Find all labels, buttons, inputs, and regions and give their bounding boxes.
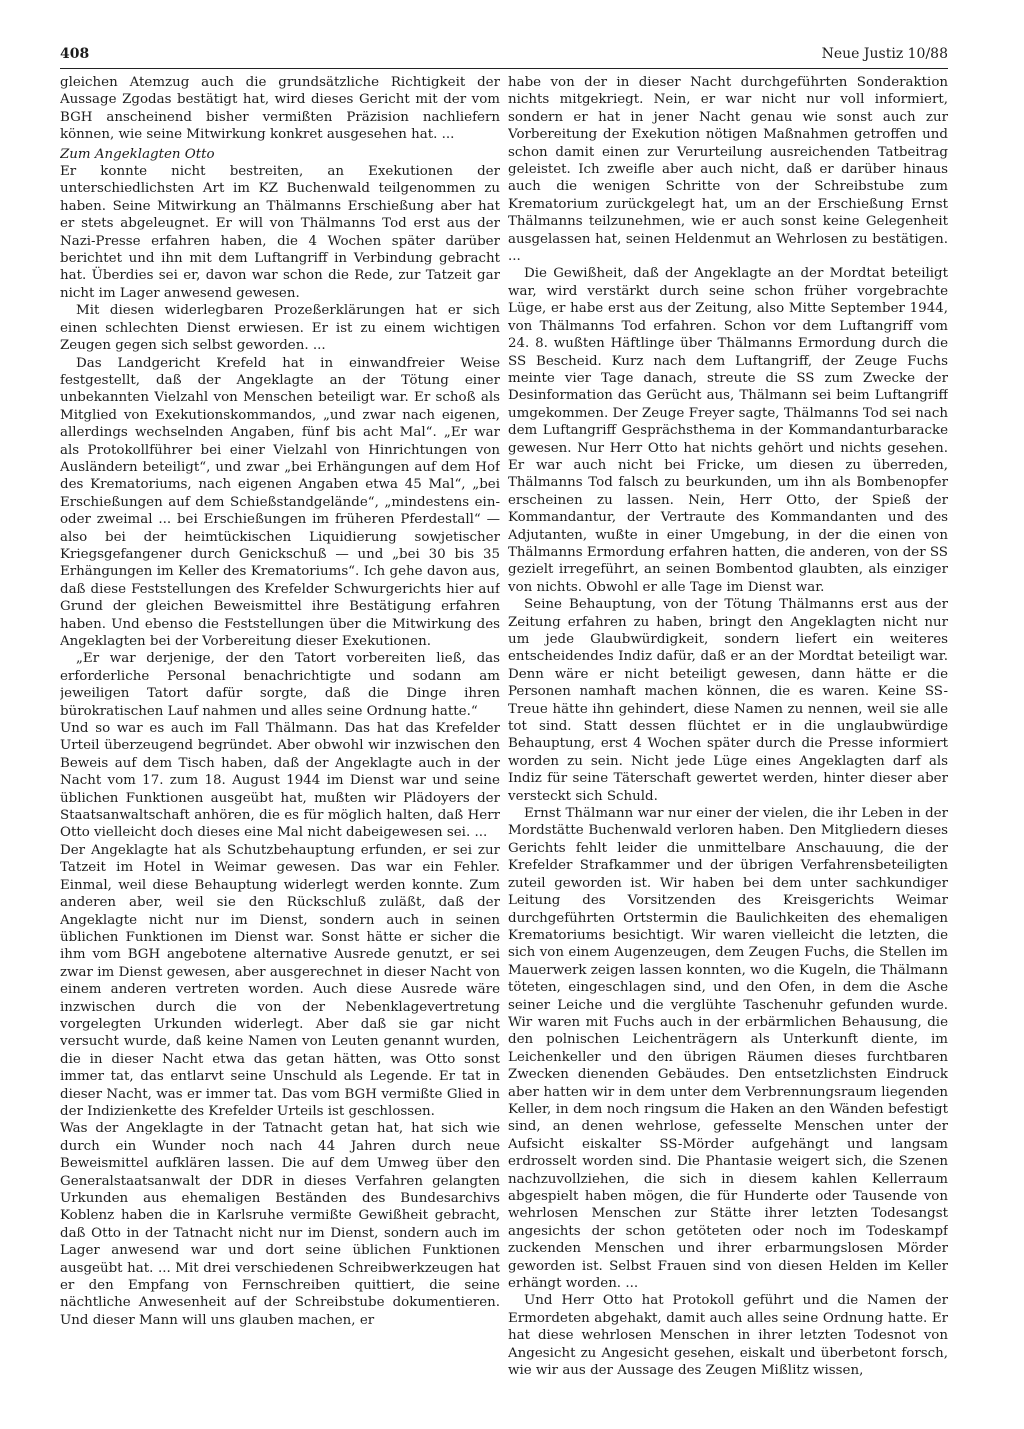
right-column [508, 74, 948, 1409]
page-header [60, 44, 948, 69]
paragraph: gleichen Atemzug auch die grundsätzliche Richtigkeit der Aussage Zgodas bestätigt hat, wird dieses Gericht mit der vom BGH anscheinend bisher vermißten Präzision nachliefern können, wie seine Mitwirkung konkret ausgesehen hat. ... [60, 75, 500, 143]
paragraph: Seine Behauptung, von der Tötung Thälmanns erst aus der Zeitung erfahren zu haben, bringt den Angeklagten nicht nur um jede Glaubwürdigkeit, sondern liefert ein weiteres entscheidendes Indiz dafür, daß er an der Mordtat beteiligt war. Denn wäre er nicht beteiligt gewesen, dann hätte er die Personen namhaft machen können, die es waren. Keine SS-Treue hätte ihn gehindert, diese Namen zu nennen, weil sie alle tot sind. Statt dessen flüchtet er in die unglaubwürdige Behauptung, erst 4 Wochen später durch die Presse informiert worden zu sein. Nicht jede Lüge eines Angeklagten darf als Indiz für seine Täterschaft gewertet werden, hinter dieser aber versteckt sich Schuld. [508, 597, 948, 804]
page-number: 408 [60, 46, 90, 62]
paragraph: Und Herr Otto hat Protokoll geführt und die Namen der Ermordeten abgehakt, damit auch alles seine Ordnung hatte. Er hat diese wehrlosen Menschen in ihrer letzten Todesnot von Angesicht zu Angesicht gesehen, eiskalt und überbetont forsch, wie wir aus der Aussage des Zeugen Mißlitz wissen, [508, 1293, 948, 1379]
journal-title: Neue Justiz 10/88 [821, 46, 948, 62]
paragraph: Was der Angeklagte in der Tatnacht getan hat, hat sich wie durch ein Wunder noch nach 44 Jahren durch neue Beweismittel aufklären lassen. Die auf dem Umweg über den Generalstaatsanwalt der DDR in dieses Verfahren gelangten Urkunden aus ehemaligen Beständen des Bundesarchivs Koblenz haben die in Karlsruhe vermißte Gewißheit gebracht, daß Otto in der Tatnacht nicht nur im Dienst, sondern auch im Lager anwesend war und dort seine üblichen Funktionen ausgeübt hat. ... Mit drei verschiedenen Schreibwerkzeugen hat er den Empfang von Fernschreiben quittiert, die seine nächtliche Anwesenheit auf der Schreibstube dokumentieren. Und dieser Mann will uns glauben machen, er [60, 1121, 500, 1328]
paragraph: Die Gewißheit, daß der Angeklagte an der Mordtat beteiligt war, wird verstärkt durch seine schon früher vorgebrachte Lüge, er habe erst aus der Zeitung, also Mitte September 1944, von Thälmanns Tod erfahren. Schon vor dem Luftangriff vom 24. 8. wußten Häftlinge über Thälmanns Ermordung durch die SS Bescheid. Kurz nach dem Luftangriff, der Zeuge Fuchs meinte vier Tage danach, streute die SS zum Zwecke der Desinformation das Gerücht aus, Thälmann sei beim Luftangriff umgekommen. Der Zeuge Freyer sagte, Thälmanns Tod sei nach dem Luftangriff Gesprächsthema in der Kommandanturbaracke gewesen. Nur Herr Otto hat nichts gehört und nichts gesehen. Er war auch nicht bei Fricke, um diesen zu überreden, Thälmanns Tod falsch zu beurkunden, um ihn als Bombenopfer erscheinen zu lassen. Nein, Herr Otto, der Spieß der Kommandantur, der Vertraute des Kommandanten und des Adjutanten, wußte in einer Umgebung, in der die einen von Thälmanns Ermordung erfahren hatten, die anderen, von der SS gezielt irregeführt, an seinen Bombentod glaubten, als einziger von nichts. Obwohl er alle Tage im Dienst war. [508, 266, 948, 595]
paragraph: Und so war es auch im Fall Thälmann. Das hat das Krefelder Urteil überzeugend begründet. Aber obwohl wir inzwischen den Beweis auf dem Tisch haben, daß der Angeklagte auch in der Nacht vom 17. zum 18. August 1944 im Dienst war und seine üblichen Funktionen ausgeübt hat, mußten wir Plädoyers der Staatsanwaltschaft anhören, die es für möglich halten, daß Herr Otto vielleicht doch dieses eine Mal nicht dabeigewesen sei. ... [60, 721, 500, 841]
paragraph: Ernst Thälmann war nur einer der vielen, die ihr Leben in der Mordstätte Buchenwald verloren haben. Den Mitgliedern dieses Gerichts fehlt leider die unmittelbare Anschauung, die der Krefelder Strafkammer und der übrigen Verfahrensbeteiligten zuteil geworden ist. Wir haben bei dem unter sachkundiger Leitung des Vorsitzenden des Kreisgerichts Weimar durchgeführten Ortstermin die Baulichkeiten des ehemaligen Krematoriums besichtigt. Wir waren vielleicht die letzten, die sich von einem Augenzeugen, dem Zeugen Fuchs, die Stellen im Mauerwerk zeigen lassen konnten, wo die Kugeln, die Thälmann töteten, eingeschlagen sind, und den Ofen, in dem die Asche seiner Leiche und die verglühte Taschenuhr gefunden wurde. Wir waren mit Fuchs auch in der erbärmlichen Behausung, die den polnischen Leichenträgern als Unterkunft diente, im Leichenkeller und den übrigen Räumen dieses furchtbaren Zwecken dienenden Gebäudes. Den entsetzlichsten Eindruck aber hatten wir in dem unter dem Verbrennungsraum liegenden Keller, in dem noch ringsum die Haken an den Wänden befestigt sind, an denen wehrlose, gefesselte Menschen unter der Aufsicht eiskalter SS-Mörder aufgehängt und langsam erdrosselt worden sind. Die Phantasie weigert sich, die Szenen nachzuvollziehen, die sich in diesem kahlen Kellerraum abgespielt haben mögen, die für Hunderte oder Tausende von wehrlosen Menschen zur Stätte ihrer letzten Todesangst angesichts der schon getöteten oder noch im Todeskampf zuckenden Menschen und ihrer erbarmungslosen Mörder geworden ist. Selbst Frauen sind von diesen Helden im Keller erhängt worden. ... [508, 806, 948, 1292]
paragraph: Das Landgericht Krefeld hat in einwandfreier Weise festgestellt, daß der Angeklagte an der Tötung einer unbekannten Vielzahl von Menschen beteiligt war. Er schoß als Mitglied von Exekutionskommandos, „und zwar nach eigenen, allerdings wechselnden Angaben, fünf bis acht Mal“. „Er war als Protokollführer bei einer Vielzahl von Hinrichtungen von Ausländern beteiligt“, und zwar „bei Erhängungen auf dem Hof des Krematoriums, nach eigenen Angaben etwa 45 Mal“, „bei Erschießungen auf dem Schießstandgelände“, „mindestens ein- oder zweimal ... bei Erschießungen im früheren Pferdestall“ — also bei der heimtückischen Liquidierung sowjetischer Kriegsgefangener durch Genickschuß — und „bei 30 bis 35 Erhängungen im Keller des Krematoriums“. Ich gehe davon aus, daß diese Feststellungen des Krefelder Schwurgerichts hier auf Grund der gleichen Beweismittel ihre Bestätigung erfahren haben. Und ebenso die Feststellungen über die Mitwirkung des Angeklagten bei der Vorbereitung dieser Exekutionen. [60, 355, 500, 649]
paragraph: Mit diesen widerlegbaren Prozeßerklärungen hat er sich einen schlechten Dienst erwiesen. Er ist zu einem wichtigen Zeugen gegen sich selbst geworden. ... [60, 303, 500, 354]
paragraph: „Er war derjenige, der den Tatort vorbereiten ließ, das erforderliche Personal benachrichtigte und sodann am jeweiligen Tatort dafür sorgte, daß die Dinge ihren bürokratischen Lauf nahmen und alles seine Ordnung hatte.“ [60, 651, 500, 719]
left-column [60, 74, 500, 1409]
paragraph: Der Angeklagte hat als Schutzbehauptung erfunden, er sei zur Tatzeit im Hotel in Weimar gewesen. Das war ein Fehler. Einmal, weil diese Behauptung widerlegt werden konnte. Zum anderen aber, weil sie den Rückschluß zuläßt, daß der Angeklagte nicht nur im Dienst, sondern auch in seinen üblichen Funktionen im Dienst war. Sonst hätte er sicher die ihm vom BGH angebotene alternative Ausrede genutzt, er sei zwar im Dienst gewesen, aber ausgerechnet in dieser Nacht von einem anderen vertreten worden. Auch diese Ausrede wäre inzwischen durch die von der Nebenklagevertretung vorgelegten Urkunden widerlegt. Aber daß sie gar nicht versucht wurde, daß keine Namen von Leuten genannt wurden, die in dieser Nacht etwa das getan hätten, was Otto sonst immer tat, das entlarvt seine Unschuld als Legende. Er tat in dieser Nacht, was er immer tat. Das vom BGH vermißte Glied in der Indizienkette des Krefelder Urteils ist geschlossen. [60, 842, 500, 1119]
paragraph: habe von der in dieser Nacht durchgeführten Sonderaktion nichts mitgekriegt. Nein, er war nicht nur voll informiert, sondern er hat in jener Nacht genau wie sonst auch zur Vorbereitung der Exekution nötigen Maßnahmen getroffen und schon damit einen zur Verurteilung ausreichenden Tatbeitrag geleistet. Ich zweifle aber auch nicht, daß er darüber hinaus auch die wenigen Schritte von der Schreibstube zum Krematorium zurückgelegt hat, um an der Erschießung Ernst Thälmanns teilzunehmen, wie er auch sonst keine Gelegenheit ausgelassen hat, seinen Heldenmut an Wehrlosen zu bestätigen. ... [508, 75, 948, 265]
paragraph: Er konnte nicht bestreiten, an Exekutionen der unterschiedlichsten Art im KZ Buchenwald teilgenommen zu haben. Seine Mitwirkung an Thälmanns Erschießung aber hat er stets abgeleugnet. Er will von Thälmanns Tod erst aus der Nazi-Presse erfahren haben, die 4 Wochen später darüber berichtet und ihn mit dem Luftangriff in Verbindung gebracht hat. Überdies sei er, davon war schon die Rede, zur Tatzeit gar nicht im Lager anwesend gewesen. [60, 164, 500, 301]
section-heading: Zum Angeklagten Otto [60, 146, 215, 162]
